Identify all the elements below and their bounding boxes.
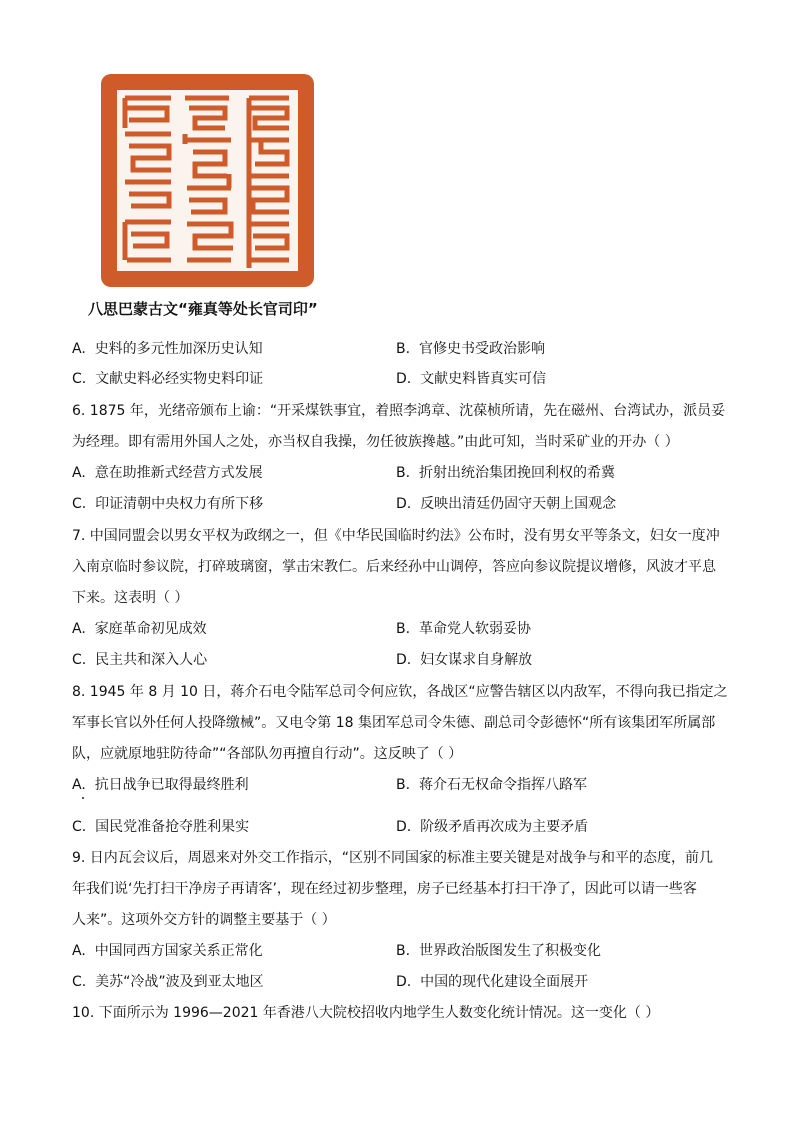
q8-stem-line: 军事长官以外任何人投降缴械”。又电令第 18 集团军总司令朱德、副总司令彭德怀“所有该集团军所属部 bbox=[72, 715, 716, 731]
q9-option-b: B. 世界政治版图发生了积极变化 bbox=[396, 943, 601, 959]
q9-stem-line: 年我们说‘先打扫干净房子再请客’，现在经过初步整理，房子已经基本打扫干净了，因此可以请一些客 bbox=[72, 881, 697, 897]
q6-option-b: B. 折射出统治集团挽回利权的希冀 bbox=[396, 465, 615, 481]
q10-stem-line: 10. 下面所示为 1996—2021 年香港八大院校招收内地学生人数变化统计情况。这一变化（ ） bbox=[72, 1005, 660, 1021]
q8-option-d: D. 阶级矛盾再次成为主要矛盾 bbox=[396, 819, 589, 835]
q6-option-d: D. 反映出清廷仍固守天朝上国观念 bbox=[396, 496, 617, 512]
q8-stem-line: 队，应就原地驻防待命”“各部队勿再擅自行动”。这反映了（ ） bbox=[72, 746, 463, 762]
q8-option-c: C. 国民党准备抢夺胜利果实 bbox=[72, 819, 250, 835]
stray-dot bbox=[82, 797, 84, 799]
q7-option-c: C. 民主共和深入人心 bbox=[72, 652, 208, 668]
q7-stem-line: 7. 中国同盟会以男女平权为政纲之一，但《中华民国临时约法》公布时，没有男女平等条文，妇女一度冲 bbox=[72, 528, 720, 544]
q8-option-a: A. 抗日战争已取得最终胜利 bbox=[72, 777, 249, 793]
q7-option-d: D. 妇女谋求自身解放 bbox=[396, 652, 533, 668]
q6-stem-line: 为经理。即有需用外国人之处，亦当权自我操，勿任彼族搀越。”由此可知，当时采矿业的开办（ ） bbox=[72, 434, 679, 450]
q9-stem-line: 9. 日内瓦会议后，周恩来对外交工作指示，“区别不同国家的标准主要关键是对战争与和平的态度，前几 bbox=[72, 850, 714, 866]
q5-option-c: C. 文献史料必经实物史料印证 bbox=[72, 371, 264, 387]
seal-image bbox=[101, 74, 314, 287]
q8-stem-line: 8. 1945 年 8 月 10 日，蒋介石电令陆军总司令何应钦，各战区“应警告辖区以内敌军，不得向我已指定之 bbox=[72, 684, 728, 700]
q6-option-c: C. 印证清朝中央权力有所下移 bbox=[72, 496, 264, 512]
q5-option-b: B. 官修史书受政治影响 bbox=[396, 341, 545, 357]
q9-option-c: C. 美苏“冷战”波及到亚太地区 bbox=[72, 974, 264, 990]
q8-option-b: B. 蒋介石无权命令指挥八路军 bbox=[396, 777, 587, 793]
q9-option-d: D. 中国的现代化建设全面展开 bbox=[396, 974, 589, 990]
q7-option-a: A. 家庭革命初见成效 bbox=[72, 621, 207, 637]
q9-stem-line: 人来”。这项外交方针的调整主要基于（ ） bbox=[72, 912, 336, 928]
q6-stem-line: 6. 1875 年，光绪帝颁布上谕：“开采煤铁事宜，着照李鸿章、沈葆桢所请，先在磁州、台湾试办，派员妥 bbox=[72, 403, 726, 419]
q5-option-a: A. 史料的多元性加深历史认知 bbox=[72, 341, 263, 357]
q7-stem-line: 入南京临时参议院，打碎玻璃窗，掌击宋教仁。后来经孙中山调停，答应向参议院提议增修，风波才平息 bbox=[72, 559, 716, 575]
figure-caption: 八思巴蒙古文“雍真等处长官司印” bbox=[88, 300, 318, 318]
q7-option-b: B. 革命党人软弱妥协 bbox=[396, 621, 531, 637]
q7-stem-line: 下来。这表明（ ） bbox=[72, 590, 189, 606]
q5-option-d: D. 文献史料皆真实可信 bbox=[396, 371, 547, 387]
q9-option-a: A. 中国同西方国家关系正常化 bbox=[72, 943, 263, 959]
q6-option-a: A. 意在助推新式经营方式发展 bbox=[72, 465, 263, 481]
